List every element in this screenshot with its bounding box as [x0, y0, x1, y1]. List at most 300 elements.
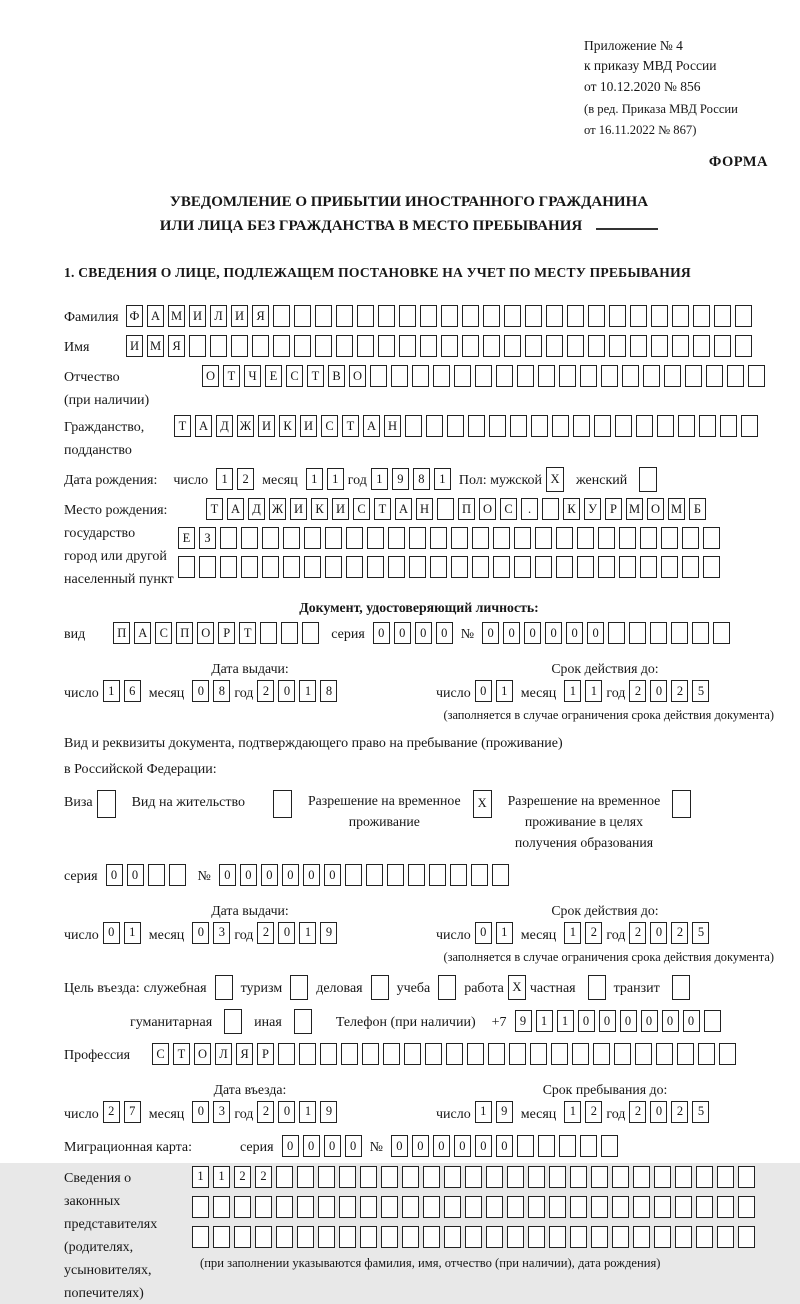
- form-cell[interactable]: [294, 335, 311, 357]
- form-cell[interactable]: Л: [210, 305, 227, 327]
- form-cell[interactable]: Н: [384, 415, 401, 437]
- form-cell[interactable]: [556, 527, 573, 549]
- form-cell[interactable]: Т: [174, 415, 191, 437]
- form-cell[interactable]: [210, 335, 227, 357]
- form-cell[interactable]: [241, 556, 258, 578]
- form-cell[interactable]: 0: [545, 622, 562, 644]
- form-cell[interactable]: 1: [434, 468, 451, 490]
- form-cell[interactable]: 9: [320, 922, 337, 944]
- form-cell[interactable]: 8: [320, 680, 337, 702]
- form-cell[interactable]: 0: [650, 680, 667, 702]
- form-cell[interactable]: 0: [324, 1135, 341, 1157]
- form-cell[interactable]: 2: [103, 1101, 120, 1123]
- form-cell[interactable]: [748, 365, 765, 387]
- form-cell[interactable]: 5: [692, 922, 709, 944]
- form-cell[interactable]: [433, 365, 450, 387]
- form-cell[interactable]: [318, 1196, 335, 1218]
- form-cell[interactable]: [601, 1135, 618, 1157]
- form-cell[interactable]: [591, 1226, 608, 1248]
- form-cell[interactable]: [661, 556, 678, 578]
- form-cell[interactable]: 2: [629, 1101, 646, 1123]
- form-cell[interactable]: Ж: [269, 498, 286, 520]
- form-cell[interactable]: [472, 527, 489, 549]
- form-cell[interactable]: [703, 527, 720, 549]
- form-cell[interactable]: [148, 864, 165, 886]
- form-cell[interactable]: И: [300, 415, 317, 437]
- form-cell[interactable]: [696, 1166, 713, 1188]
- form-cell[interactable]: [325, 527, 342, 549]
- form-cell[interactable]: [283, 527, 300, 549]
- form-cell[interactable]: 0: [475, 922, 492, 944]
- form-cell[interactable]: 0: [641, 1010, 658, 1032]
- form-cell[interactable]: [727, 365, 744, 387]
- form-cell[interactable]: [619, 556, 636, 578]
- form-cell[interactable]: [657, 415, 674, 437]
- form-cell[interactable]: [612, 1226, 629, 1248]
- form-cell[interactable]: [360, 1166, 377, 1188]
- form-cell[interactable]: [685, 365, 702, 387]
- form-cell[interactable]: 0: [278, 1101, 295, 1123]
- form-cell[interactable]: Т: [173, 1043, 190, 1065]
- form-cell[interactable]: Ф: [126, 305, 143, 327]
- form-cell[interactable]: [454, 365, 471, 387]
- form-cell[interactable]: А: [395, 498, 412, 520]
- form-cell[interactable]: [346, 527, 363, 549]
- form-cell[interactable]: О: [202, 365, 219, 387]
- form-cell[interactable]: 2: [257, 922, 274, 944]
- form-cell[interactable]: .: [521, 498, 538, 520]
- form-cell[interactable]: Р: [218, 622, 235, 644]
- form-cell[interactable]: [420, 335, 437, 357]
- form-cell[interactable]: А: [363, 415, 380, 437]
- form-cell[interactable]: [360, 1196, 377, 1218]
- form-cell[interactable]: [552, 415, 569, 437]
- form-cell[interactable]: И: [126, 335, 143, 357]
- form-cell[interactable]: 1: [192, 1166, 209, 1188]
- form-cell[interactable]: [594, 415, 611, 437]
- form-cell[interactable]: 0: [475, 680, 492, 702]
- form-cell[interactable]: [409, 527, 426, 549]
- form-cell[interactable]: 1: [564, 1101, 581, 1123]
- form-cell[interactable]: [425, 1043, 442, 1065]
- form-cell[interactable]: [528, 1196, 545, 1218]
- form-cell[interactable]: [381, 1226, 398, 1248]
- form-cell[interactable]: [639, 467, 657, 492]
- form-cell[interactable]: [220, 556, 237, 578]
- form-cell[interactable]: [651, 305, 668, 327]
- form-cell[interactable]: [714, 335, 731, 357]
- form-cell[interactable]: 1: [103, 680, 120, 702]
- form-cell[interactable]: [276, 1226, 293, 1248]
- form-cell[interactable]: [273, 335, 290, 357]
- form-cell[interactable]: О: [479, 498, 496, 520]
- form-cell[interactable]: 1: [299, 680, 316, 702]
- form-cell[interactable]: 2: [237, 468, 254, 490]
- form-cell[interactable]: [654, 1196, 671, 1218]
- form-cell[interactable]: [633, 1226, 650, 1248]
- form-cell[interactable]: [588, 975, 606, 1000]
- form-cell[interactable]: С: [353, 498, 370, 520]
- form-cell[interactable]: С: [152, 1043, 169, 1065]
- form-cell[interactable]: М: [168, 305, 185, 327]
- form-cell[interactable]: [546, 305, 563, 327]
- form-cell[interactable]: [315, 305, 332, 327]
- form-cell[interactable]: [682, 527, 699, 549]
- form-cell[interactable]: [426, 415, 443, 437]
- form-cell[interactable]: [559, 1135, 576, 1157]
- form-cell[interactable]: [367, 527, 384, 549]
- form-cell[interactable]: [609, 335, 626, 357]
- form-cell[interactable]: [612, 1196, 629, 1218]
- form-cell[interactable]: [429, 864, 446, 886]
- form-cell[interactable]: Т: [206, 498, 223, 520]
- form-cell[interactable]: Я: [168, 335, 185, 357]
- form-cell[interactable]: О: [349, 365, 366, 387]
- form-cell[interactable]: 0: [482, 622, 499, 644]
- form-cell[interactable]: [615, 415, 632, 437]
- form-cell[interactable]: [451, 527, 468, 549]
- form-cell[interactable]: [388, 556, 405, 578]
- form-cell[interactable]: [510, 415, 527, 437]
- form-cell[interactable]: 0: [373, 622, 390, 644]
- form-cell[interactable]: [378, 335, 395, 357]
- form-cell[interactable]: Т: [374, 498, 391, 520]
- form-cell[interactable]: [290, 975, 308, 1000]
- form-cell[interactable]: [570, 1196, 587, 1218]
- form-cell[interactable]: [294, 1009, 312, 1034]
- form-cell[interactable]: [220, 527, 237, 549]
- form-cell[interactable]: [741, 415, 758, 437]
- form-cell[interactable]: [664, 365, 681, 387]
- form-cell[interactable]: Я: [252, 305, 269, 327]
- form-cell[interactable]: [409, 556, 426, 578]
- form-cell[interactable]: [320, 1043, 337, 1065]
- form-cell[interactable]: [423, 1166, 440, 1188]
- form-cell[interactable]: И: [189, 305, 206, 327]
- form-cell[interactable]: [706, 365, 723, 387]
- form-cell[interactable]: [614, 1043, 631, 1065]
- form-cell[interactable]: 2: [257, 1101, 274, 1123]
- form-cell[interactable]: [633, 1196, 650, 1218]
- form-cell[interactable]: [465, 1166, 482, 1188]
- form-cell[interactable]: 1: [216, 468, 233, 490]
- form-cell[interactable]: [489, 415, 506, 437]
- form-cell[interactable]: 1: [564, 680, 581, 702]
- form-cell[interactable]: 1: [213, 1166, 230, 1188]
- form-cell[interactable]: [315, 335, 332, 357]
- form-cell[interactable]: 2: [629, 922, 646, 944]
- form-cell[interactable]: [703, 556, 720, 578]
- form-cell[interactable]: [467, 1043, 484, 1065]
- form-cell[interactable]: [441, 305, 458, 327]
- form-cell[interactable]: [692, 622, 709, 644]
- form-cell[interactable]: [622, 365, 639, 387]
- form-cell[interactable]: [260, 622, 277, 644]
- form-cell[interactable]: [735, 305, 752, 327]
- form-cell[interactable]: 0: [524, 622, 541, 644]
- form-cell[interactable]: 1: [585, 680, 602, 702]
- form-cell[interactable]: [273, 305, 290, 327]
- form-cell[interactable]: [304, 527, 321, 549]
- form-cell[interactable]: [580, 365, 597, 387]
- form-cell[interactable]: [462, 335, 479, 357]
- form-cell[interactable]: [672, 790, 691, 818]
- form-cell[interactable]: [719, 1043, 736, 1065]
- form-cell[interactable]: Т: [342, 415, 359, 437]
- form-cell[interactable]: [357, 305, 374, 327]
- form-cell[interactable]: [704, 1010, 721, 1032]
- form-cell[interactable]: 7: [124, 1101, 141, 1123]
- form-cell[interactable]: О: [647, 498, 664, 520]
- form-cell[interactable]: [699, 415, 716, 437]
- form-cell[interactable]: [549, 1166, 566, 1188]
- form-cell[interactable]: [493, 556, 510, 578]
- form-cell[interactable]: У: [584, 498, 601, 520]
- form-cell[interactable]: [483, 335, 500, 357]
- form-cell[interactable]: [391, 365, 408, 387]
- form-cell[interactable]: 0: [303, 1135, 320, 1157]
- form-cell[interactable]: [493, 527, 510, 549]
- form-cell[interactable]: [192, 1196, 209, 1218]
- form-cell[interactable]: [635, 1043, 652, 1065]
- form-cell[interactable]: [471, 864, 488, 886]
- form-cell[interactable]: [462, 305, 479, 327]
- form-cell[interactable]: [556, 556, 573, 578]
- form-cell[interactable]: [297, 1166, 314, 1188]
- form-cell[interactable]: 0: [192, 680, 209, 702]
- form-cell[interactable]: [661, 527, 678, 549]
- form-cell[interactable]: Т: [307, 365, 324, 387]
- form-cell[interactable]: [598, 556, 615, 578]
- form-cell[interactable]: [650, 622, 667, 644]
- form-cell[interactable]: [525, 305, 542, 327]
- form-cell[interactable]: М: [626, 498, 643, 520]
- form-cell[interactable]: Р: [605, 498, 622, 520]
- form-cell[interactable]: [717, 1226, 734, 1248]
- form-cell[interactable]: [735, 335, 752, 357]
- form-cell[interactable]: [567, 305, 584, 327]
- form-cell[interactable]: [199, 556, 216, 578]
- form-cell[interactable]: С: [286, 365, 303, 387]
- form-cell[interactable]: [437, 498, 454, 520]
- form-cell[interactable]: [738, 1226, 755, 1248]
- form-cell[interactable]: 9: [515, 1010, 532, 1032]
- form-cell[interactable]: 0: [412, 1135, 429, 1157]
- form-cell[interactable]: [371, 975, 389, 1000]
- form-cell[interactable]: 2: [234, 1166, 251, 1188]
- form-cell[interactable]: [573, 415, 590, 437]
- form-cell[interactable]: Л: [215, 1043, 232, 1065]
- form-cell[interactable]: [294, 305, 311, 327]
- form-cell[interactable]: [492, 864, 509, 886]
- form-cell[interactable]: [465, 1196, 482, 1218]
- form-cell[interactable]: 2: [585, 1101, 602, 1123]
- form-cell[interactable]: [420, 305, 437, 327]
- form-cell[interactable]: [630, 335, 647, 357]
- form-cell[interactable]: Ж: [237, 415, 254, 437]
- form-cell[interactable]: [636, 415, 653, 437]
- form-cell[interactable]: [588, 305, 605, 327]
- form-cell[interactable]: 0: [192, 1101, 209, 1123]
- form-cell[interactable]: [346, 556, 363, 578]
- form-cell[interactable]: [213, 1196, 230, 1218]
- form-cell[interactable]: Ч: [244, 365, 261, 387]
- form-cell[interactable]: 0: [662, 1010, 679, 1032]
- form-cell[interactable]: [570, 1166, 587, 1188]
- form-cell[interactable]: [381, 1196, 398, 1218]
- form-cell[interactable]: [399, 335, 416, 357]
- form-cell[interactable]: 5: [692, 680, 709, 702]
- form-cell[interactable]: [447, 415, 464, 437]
- form-cell[interactable]: [507, 1196, 524, 1218]
- form-cell[interactable]: [404, 1043, 421, 1065]
- form-cell[interactable]: [577, 556, 594, 578]
- form-cell[interactable]: Р: [257, 1043, 274, 1065]
- form-cell[interactable]: [542, 498, 559, 520]
- form-cell[interactable]: [546, 335, 563, 357]
- form-cell[interactable]: А: [147, 305, 164, 327]
- form-cell[interactable]: М: [668, 498, 685, 520]
- form-cell[interactable]: [486, 1196, 503, 1218]
- form-cell[interactable]: [698, 1043, 715, 1065]
- form-cell[interactable]: 1: [306, 468, 323, 490]
- form-cell[interactable]: [643, 365, 660, 387]
- form-cell[interactable]: 0: [587, 622, 604, 644]
- form-cell[interactable]: [588, 335, 605, 357]
- form-cell[interactable]: [672, 335, 689, 357]
- form-cell[interactable]: 0: [278, 922, 295, 944]
- form-cell[interactable]: 0: [503, 622, 520, 644]
- form-cell[interactable]: 8: [413, 468, 430, 490]
- form-cell[interactable]: Е: [265, 365, 282, 387]
- form-cell[interactable]: 2: [585, 922, 602, 944]
- form-cell[interactable]: [302, 622, 319, 644]
- form-cell[interactable]: [570, 1226, 587, 1248]
- form-cell[interactable]: [738, 1166, 755, 1188]
- form-cell[interactable]: С: [321, 415, 338, 437]
- form-cell[interactable]: 0: [394, 622, 411, 644]
- form-cell[interactable]: Д: [216, 415, 233, 437]
- form-cell[interactable]: [654, 1166, 671, 1188]
- form-cell[interactable]: Н: [416, 498, 433, 520]
- form-cell[interactable]: [357, 335, 374, 357]
- form-cell[interactable]: [252, 335, 269, 357]
- form-cell[interactable]: 0: [219, 864, 236, 886]
- form-cell[interactable]: [577, 527, 594, 549]
- form-cell[interactable]: [444, 1196, 461, 1218]
- form-cell[interactable]: [504, 335, 521, 357]
- form-cell[interactable]: 0: [433, 1135, 450, 1157]
- form-cell[interactable]: 0: [496, 1135, 513, 1157]
- form-cell[interactable]: Е: [178, 527, 195, 549]
- form-cell[interactable]: [538, 1135, 555, 1157]
- form-cell[interactable]: [509, 1043, 526, 1065]
- form-cell[interactable]: [423, 1226, 440, 1248]
- form-cell[interactable]: [192, 1226, 209, 1248]
- form-cell[interactable]: 0: [278, 680, 295, 702]
- form-cell[interactable]: 0: [192, 922, 209, 944]
- form-cell[interactable]: [430, 556, 447, 578]
- form-cell[interactable]: X: [473, 790, 492, 818]
- form-cell[interactable]: [488, 1043, 505, 1065]
- form-cell[interactable]: [496, 365, 513, 387]
- form-cell[interactable]: [656, 1043, 673, 1065]
- form-cell[interactable]: 0: [261, 864, 278, 886]
- form-cell[interactable]: [609, 305, 626, 327]
- form-cell[interactable]: [654, 1226, 671, 1248]
- form-cell[interactable]: [514, 527, 531, 549]
- form-cell[interactable]: К: [311, 498, 328, 520]
- form-cell[interactable]: [273, 790, 292, 818]
- form-cell[interactable]: О: [194, 1043, 211, 1065]
- form-cell[interactable]: 0: [282, 1135, 299, 1157]
- form-cell[interactable]: [551, 1043, 568, 1065]
- form-cell[interactable]: [446, 1043, 463, 1065]
- form-cell[interactable]: [591, 1196, 608, 1218]
- form-cell[interactable]: [630, 305, 647, 327]
- form-cell[interactable]: [438, 975, 456, 1000]
- form-cell[interactable]: 3: [213, 1101, 230, 1123]
- form-cell[interactable]: [402, 1166, 419, 1188]
- form-cell[interactable]: 9: [496, 1101, 513, 1123]
- form-cell[interactable]: 0: [475, 1135, 492, 1157]
- form-cell[interactable]: [593, 1043, 610, 1065]
- form-cell[interactable]: [693, 335, 710, 357]
- form-cell[interactable]: Т: [239, 622, 256, 644]
- form-cell[interactable]: [451, 556, 468, 578]
- form-cell[interactable]: [678, 415, 695, 437]
- form-cell[interactable]: 0: [454, 1135, 471, 1157]
- form-cell[interactable]: [507, 1226, 524, 1248]
- form-cell[interactable]: С: [500, 498, 517, 520]
- form-cell[interactable]: 0: [391, 1135, 408, 1157]
- form-cell[interactable]: [224, 1009, 242, 1034]
- form-cell[interactable]: [671, 622, 688, 644]
- form-cell[interactable]: [465, 1226, 482, 1248]
- form-cell[interactable]: [339, 1196, 356, 1218]
- form-cell[interactable]: 0: [303, 864, 320, 886]
- form-cell[interactable]: [402, 1196, 419, 1218]
- form-cell[interactable]: 0: [599, 1010, 616, 1032]
- form-cell[interactable]: [468, 415, 485, 437]
- form-cell[interactable]: [444, 1226, 461, 1248]
- form-cell[interactable]: 0: [106, 864, 123, 886]
- form-cell[interactable]: [278, 1043, 295, 1065]
- form-cell[interactable]: [517, 1135, 534, 1157]
- form-cell[interactable]: Б: [689, 498, 706, 520]
- form-cell[interactable]: [318, 1166, 335, 1188]
- form-cell[interactable]: [591, 1166, 608, 1188]
- form-cell[interactable]: [713, 622, 730, 644]
- form-cell[interactable]: [598, 527, 615, 549]
- form-cell[interactable]: [381, 1166, 398, 1188]
- form-cell[interactable]: [528, 1226, 545, 1248]
- form-cell[interactable]: [276, 1166, 293, 1188]
- form-cell[interactable]: [693, 305, 710, 327]
- form-cell[interactable]: Д: [248, 498, 265, 520]
- form-cell[interactable]: И: [231, 305, 248, 327]
- form-cell[interactable]: [336, 305, 353, 327]
- form-cell[interactable]: В: [328, 365, 345, 387]
- form-cell[interactable]: 0: [650, 922, 667, 944]
- form-cell[interactable]: [370, 365, 387, 387]
- form-cell[interactable]: 2: [629, 680, 646, 702]
- form-cell[interactable]: [531, 415, 548, 437]
- form-cell[interactable]: К: [279, 415, 296, 437]
- form-cell[interactable]: [486, 1166, 503, 1188]
- form-cell[interactable]: [283, 556, 300, 578]
- form-cell[interactable]: И: [332, 498, 349, 520]
